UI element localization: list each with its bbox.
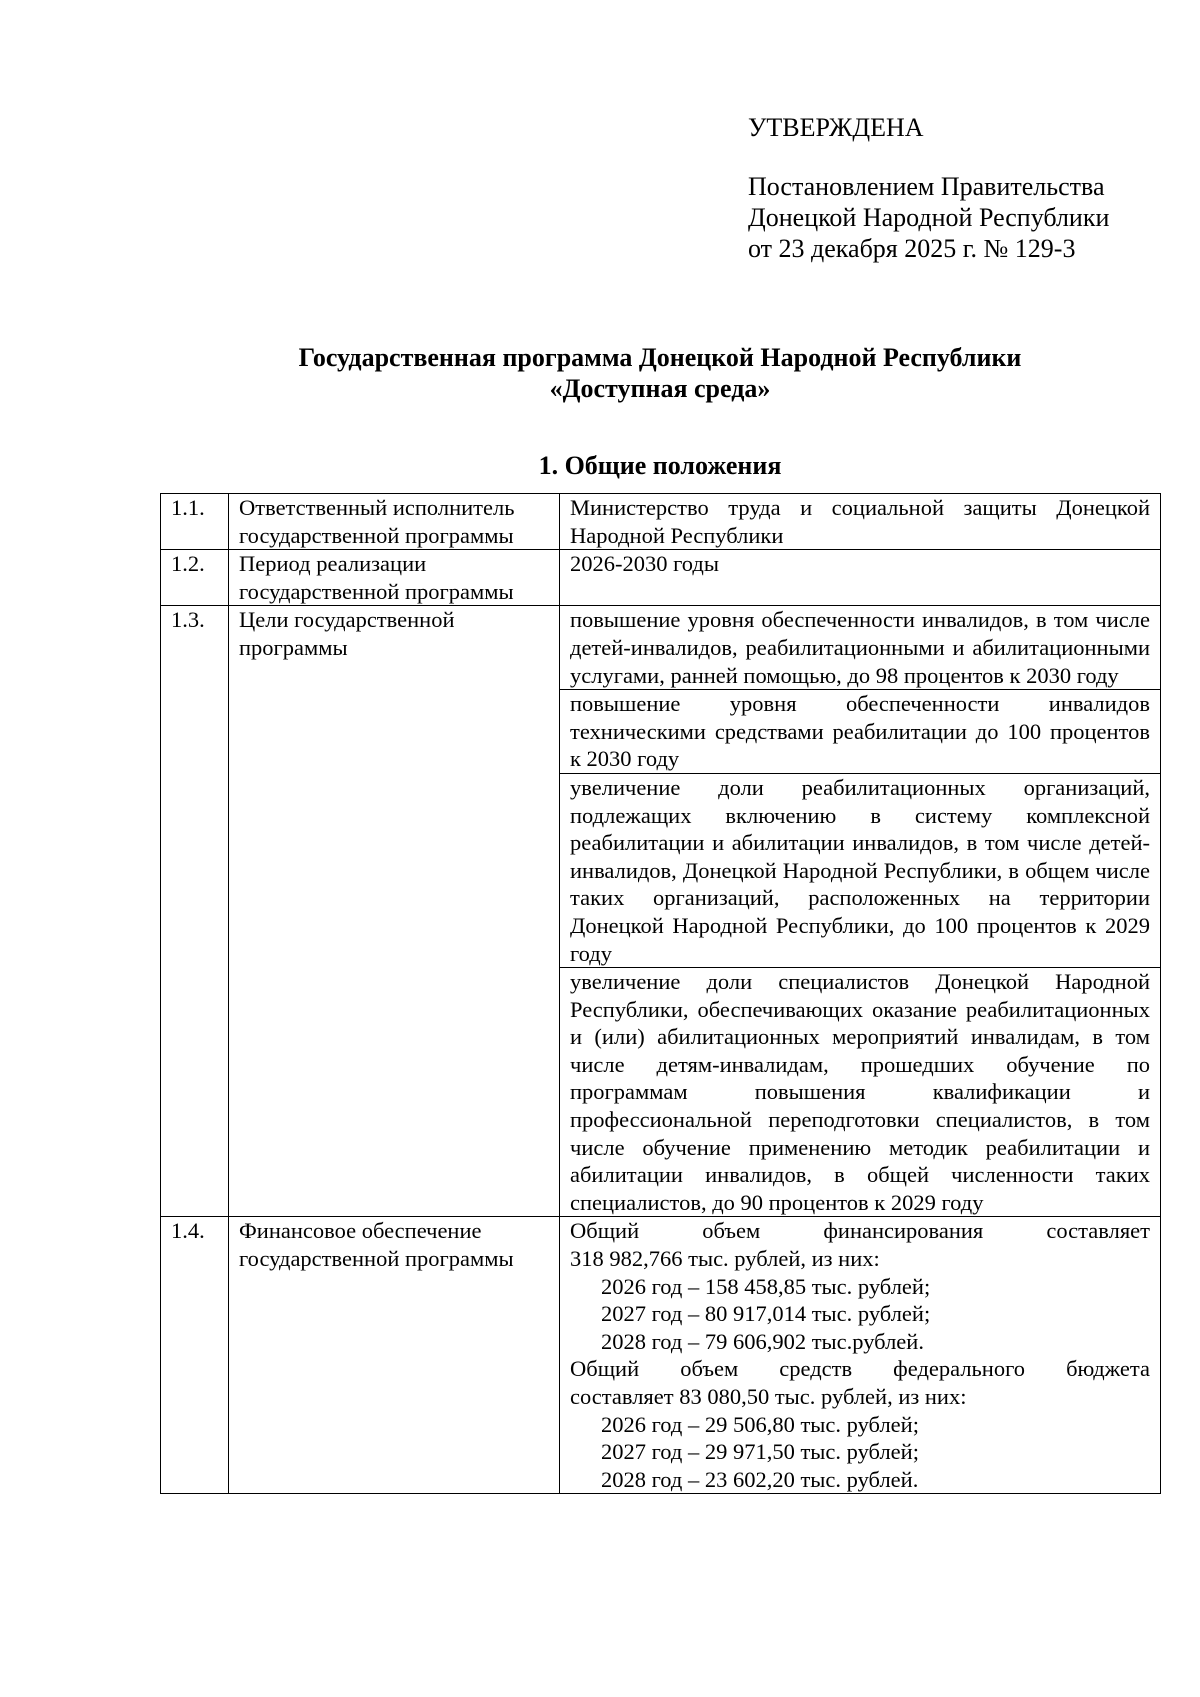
program-title-line-1: Государственная программа Донецкой Народной Республики: [298, 343, 1022, 372]
table-row: [161, 494, 1161, 550]
approval-line-1: Постановлением Правительства: [748, 172, 1105, 201]
row-value: Министерство труда и социальной защиты Донецкой Народной Республики: [560, 494, 1161, 550]
finance-total-line-1: Общий объем финансирования составляет: [570, 1218, 1150, 1244]
row-number: 1.2.: [161, 550, 229, 606]
finance-year-item: 2027 год – 80 917,014 тыс. рублей;: [601, 1301, 931, 1327]
goal-item: повышение уровня обеспеченности инвалидов техническими средствами реабилитации до 100 процентов к 2030 году: [560, 690, 1161, 774]
goal-item: увеличение доли специалистов Донецкой Народной Республики, обеспечивающих оказание реабилитационных и (или) абилитационных мероприятий инвалидам, в том числе детям-инвалидам, прошедших обучение по программам повышения квалификации и профессиональной переподготовки специалистов, в том числе обучение применению методик реабилитации и абилитации инвалидов, в общей численности таких специалистов, до 90 процентов к 2029 году: [560, 968, 1161, 1217]
section-title: 1. Общие положения: [538, 451, 782, 480]
approval-stamp: УТВЕРЖДЕНА: [748, 113, 924, 142]
federal-year-item: 2027 год – 29 971,50 тыс. рублей;: [601, 1439, 919, 1465]
row-value: 2026-2030 годы: [560, 550, 1161, 606]
row-number: 1.3.: [161, 606, 229, 1217]
table-row: [161, 606, 1161, 690]
row-parameter: Цели государственной программы: [229, 606, 560, 1217]
finance-block: [560, 1217, 1161, 1494]
row-parameter: Ответственный исполнитель государственной программы: [229, 494, 560, 550]
approval-block: [748, 112, 1168, 264]
goal-item: повышение уровня обеспеченности инвалидов, в том числе детей-инвалидов, реабилитационными и абилитационными услугами, ранней помощью, до 98 процентов к 2030 году: [560, 606, 1161, 690]
federal-year-item: 2026 год – 29 506,80 тыс. рублей;: [601, 1411, 919, 1437]
row-number: 1.4.: [161, 1217, 229, 1494]
finance-year-item: 2028 год – 79 606,902 тыс.рублей.: [601, 1328, 924, 1354]
row-parameter: Период реализации государственной программы: [229, 550, 560, 606]
finance-total-line-2: 318 982,766 тыс. рублей, из них:: [570, 1246, 880, 1272]
finance-federal-line-1: Общий объем средств федерального бюджета: [570, 1356, 1150, 1382]
finance-federal-line-2: составляет 83 080,50 тыс. рублей, из них:: [570, 1384, 967, 1409]
approval-line-2: Донецкой Народной Республики: [748, 203, 1110, 232]
approval-line-3: от 23 декабря 2025 г. № 129-3: [748, 234, 1076, 263]
table-row: [161, 1217, 1161, 1494]
general-provisions-table: [160, 493, 1161, 1494]
finance-year-item: 2026 год – 158 458,85 тыс. рублей;: [601, 1273, 931, 1299]
federal-year-item: 2028 год – 23 602,20 тыс. рублей.: [601, 1466, 919, 1492]
table-row: [161, 550, 1161, 606]
row-number: 1.1.: [161, 494, 229, 550]
program-title-line-2: «Доступная среда»: [549, 374, 771, 403]
program-title: [0, 342, 1200, 404]
row-parameter: Финансовое обеспечение государственной программы: [229, 1217, 560, 1494]
goal-item: увеличение доли реабилитационных организаций, подлежащих включению в систему комплексной реабилитации и абилитации инвалидов, в том числе детей-инвалидов, Донецкой Народной Республики, в общем числе таких организаций, расположенных на территории Донецкой Народной Республики, до 100 процентов к 2029 году: [560, 773, 1161, 967]
